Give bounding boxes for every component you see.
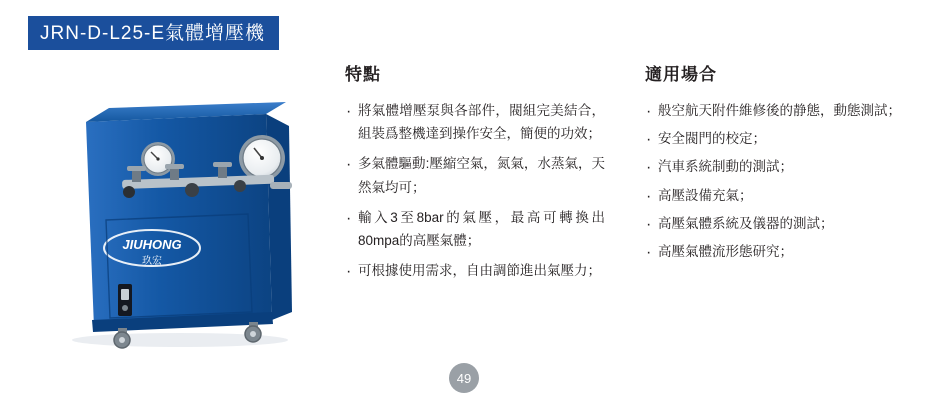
list-item: · 將氣體增壓泵與各部件，閥組完美結合，組裝爲整機達到操作安全，簡便的功效；: [345, 99, 605, 145]
product-image: [34, 62, 326, 352]
list-item: · 可根據使用需求，自由調節進出氣壓力；: [345, 259, 605, 282]
page-number-badge: 49: [449, 363, 479, 393]
applications-list: [645, 99, 915, 263]
svg-text:JIUHONG: JIUHONG: [122, 237, 182, 252]
list-item: · 多氣體驅動:壓縮空氣，氮氣，水蒸氣，天然氣均可；: [345, 152, 605, 198]
applications-heading: 適用場合: [645, 65, 717, 84]
booster-machine-illustration: [34, 62, 326, 352]
list-item: · 輸入3至8bar的氣壓，最高可轉換出80mpa的高壓氣體；: [345, 206, 605, 252]
applications-column: [645, 60, 915, 268]
features-heading: 特點: [345, 65, 381, 84]
features-column: [345, 60, 605, 290]
switch-panel: [118, 284, 132, 316]
pressure-gauge-left: [141, 142, 175, 176]
list-item: · 高壓氣體系統及儀器的測試；: [645, 212, 915, 235]
features-list: [345, 99, 605, 283]
page-title: JRN-D-L25-E氣體增壓機: [40, 22, 266, 44]
list-item: · 般空航天附件維修後的静態，動態測試；: [645, 99, 915, 122]
pressure-gauge-right: [239, 135, 285, 181]
svg-text:玖宏: 玖宏: [142, 256, 162, 267]
page-title-bar: [28, 16, 279, 50]
list-item: · 高壓氣體流形態研究；: [645, 240, 915, 263]
list-item: · 高壓設備充氣；: [645, 184, 915, 207]
list-item: · 安全閥門的校定；: [645, 127, 915, 150]
list-item: · 汽車系統制動的測試；: [645, 155, 915, 178]
